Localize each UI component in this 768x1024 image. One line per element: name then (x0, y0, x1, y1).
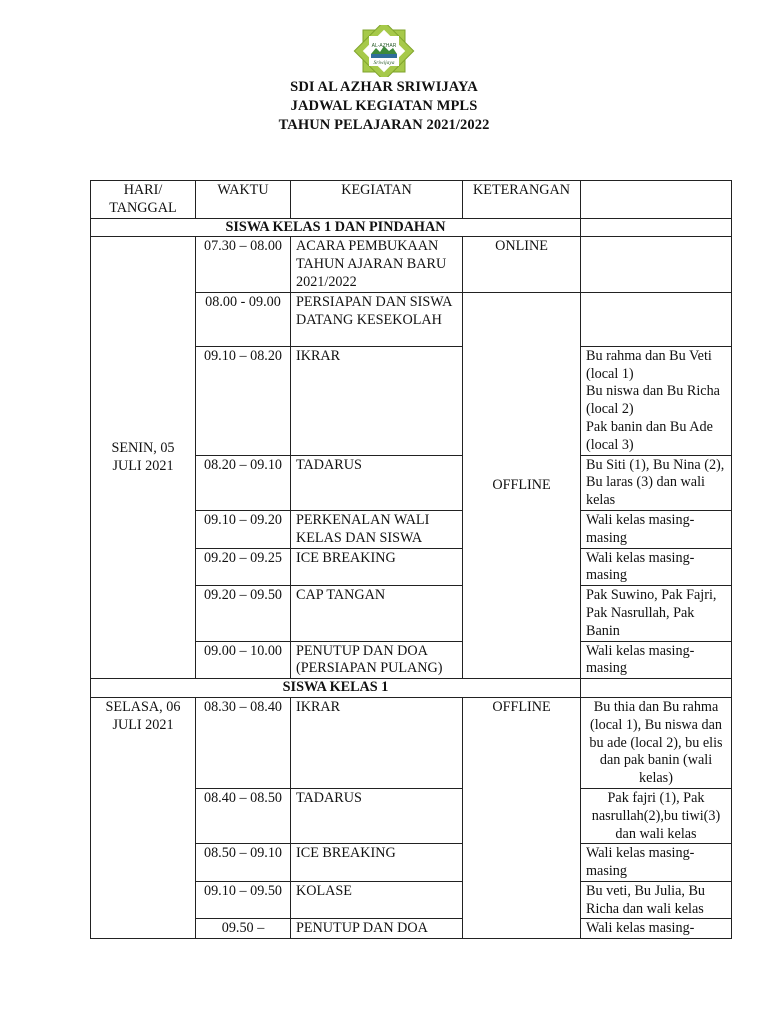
mode-cell: OFFLINE (463, 292, 581, 678)
time-cell: 09.10 – 08.20 (196, 346, 291, 455)
time-cell: 08.00 - 09.00 (196, 292, 291, 346)
section-title: SISWA KELAS 1 (91, 679, 581, 698)
activity-cell: ICE BREAKING (291, 548, 463, 586)
time-cell: 09.20 – 09.25 (196, 548, 291, 586)
svg-text:Sriwijaya: Sriwijaya (373, 60, 395, 66)
time-cell: 09.10 – 09.20 (196, 510, 291, 548)
activity-cell: IKRAR (291, 346, 463, 455)
table-cell (581, 218, 732, 237)
activity-cell: TADARUS (291, 788, 463, 843)
time-cell: 08.40 – 08.50 (196, 788, 291, 843)
school-name: SDI AL AZHAR SRIWIJAYA (290, 79, 478, 95)
document-header (0, 78, 768, 135)
time-cell: 09.10 – 09.50 (196, 881, 291, 919)
section-row (91, 218, 732, 237)
pic-cell: Wali kelas masing-masing (581, 510, 732, 548)
column-header-hari: HARI/ TANGGAL (91, 181, 196, 219)
pic-cell (581, 292, 732, 346)
table-header-row (91, 181, 732, 219)
time-cell: 08.50 – 09.10 (196, 844, 291, 882)
activity-cell: PERSIAPAN DAN SISWA DATANG KESEKOLAH (291, 292, 463, 346)
octagram-school-logo-icon (350, 25, 418, 77)
column-header-keterangan: KETERANGAN (463, 181, 581, 219)
schedule-table (90, 180, 732, 939)
pic-cell: Wali kelas masing-masing (581, 641, 732, 679)
column-header-waktu: WAKTU (196, 181, 291, 219)
pic-cell: Bu veti, Bu Julia, Bu Richa dan wali kelas (581, 881, 732, 919)
time-cell: 09.20 – 09.50 (196, 586, 291, 641)
pic-cell: Bu thia dan Bu rahma (local 1), Bu niswa dan bu ade (local 2), bu elis dan pak banin (wali kelas) (581, 697, 732, 788)
pic-line: Bu rahma dan Bu Veti (local 1) (586, 347, 712, 382)
pic-cell: Wali kelas masing- (581, 919, 732, 939)
activity-cell: PENUTUP DAN DOA (291, 919, 463, 939)
column-header-kegiatan: KEGIATAN (291, 181, 463, 219)
activity-cell: KOLASE (291, 881, 463, 919)
table-cell (581, 679, 732, 698)
section-row (91, 679, 732, 698)
activity-cell: TADARUS (291, 455, 463, 510)
time-cell: 08.20 – 09.10 (196, 455, 291, 510)
svg-text:AL-AZHAR: AL-AZHAR (371, 43, 397, 49)
time-cell: 09.50 – (196, 919, 291, 939)
pic-line: Pak banin dan Bu Ade (local 3) (586, 418, 713, 453)
time-cell: 08.30 – 08.40 (196, 697, 291, 788)
pic-cell: Wali kelas masing-masing (581, 548, 732, 586)
time-cell: 09.00 – 10.00 (196, 641, 291, 679)
mode-cell: ONLINE (463, 237, 581, 292)
activity-cell: CAP TANGAN (291, 586, 463, 641)
activity-cell: PENUTUP DAN DOA (PERSIAPAN PULANG) (291, 641, 463, 679)
mode-cell: OFFLINE (463, 697, 581, 938)
pic-cell (581, 237, 732, 292)
activity-cell: ICE BREAKING (291, 844, 463, 882)
pic-cell (581, 346, 732, 455)
pic-cell: Wali kelas masing-masing (581, 844, 732, 882)
table-row (91, 697, 732, 788)
section-title: SISWA KELAS 1 DAN PINDAHAN (91, 218, 581, 237)
day-cell: SENIN, 05 JULI 2021 (91, 237, 196, 679)
school-logo (350, 25, 418, 77)
pic-line: Bu niswa dan Bu Richa (local 2) (586, 383, 720, 418)
academic-year: TAHUN PELAJARAN 2021/2022 (278, 117, 490, 133)
table-row (91, 237, 732, 292)
pic-cell: Pak fajri (1), Pak nasrullah(2),bu tiwi(3) dan wali kelas (581, 788, 732, 843)
pic-cell: Pak Suwino, Pak Fajri, Pak Nasrullah, Pak Banin (581, 586, 732, 641)
activity-cell: ACARA PEMBUKAAN TAHUN AJARAN BARU 2021/2022 (291, 237, 463, 292)
document-title: JADWAL KEGIATAN MPLS (290, 98, 478, 114)
time-cell: 07.30 – 08.00 (196, 237, 291, 292)
activity-cell: IKRAR (291, 697, 463, 788)
activity-cell: PERKENALAN WALI KELAS DAN SISWA (291, 510, 463, 548)
pic-cell: Bu Siti (1), Bu Nina (2), Bu laras (3) dan wali kelas (581, 455, 732, 510)
column-header-blank (581, 181, 732, 219)
day-cell: SELASA, 06 JULI 2021 (91, 697, 196, 938)
